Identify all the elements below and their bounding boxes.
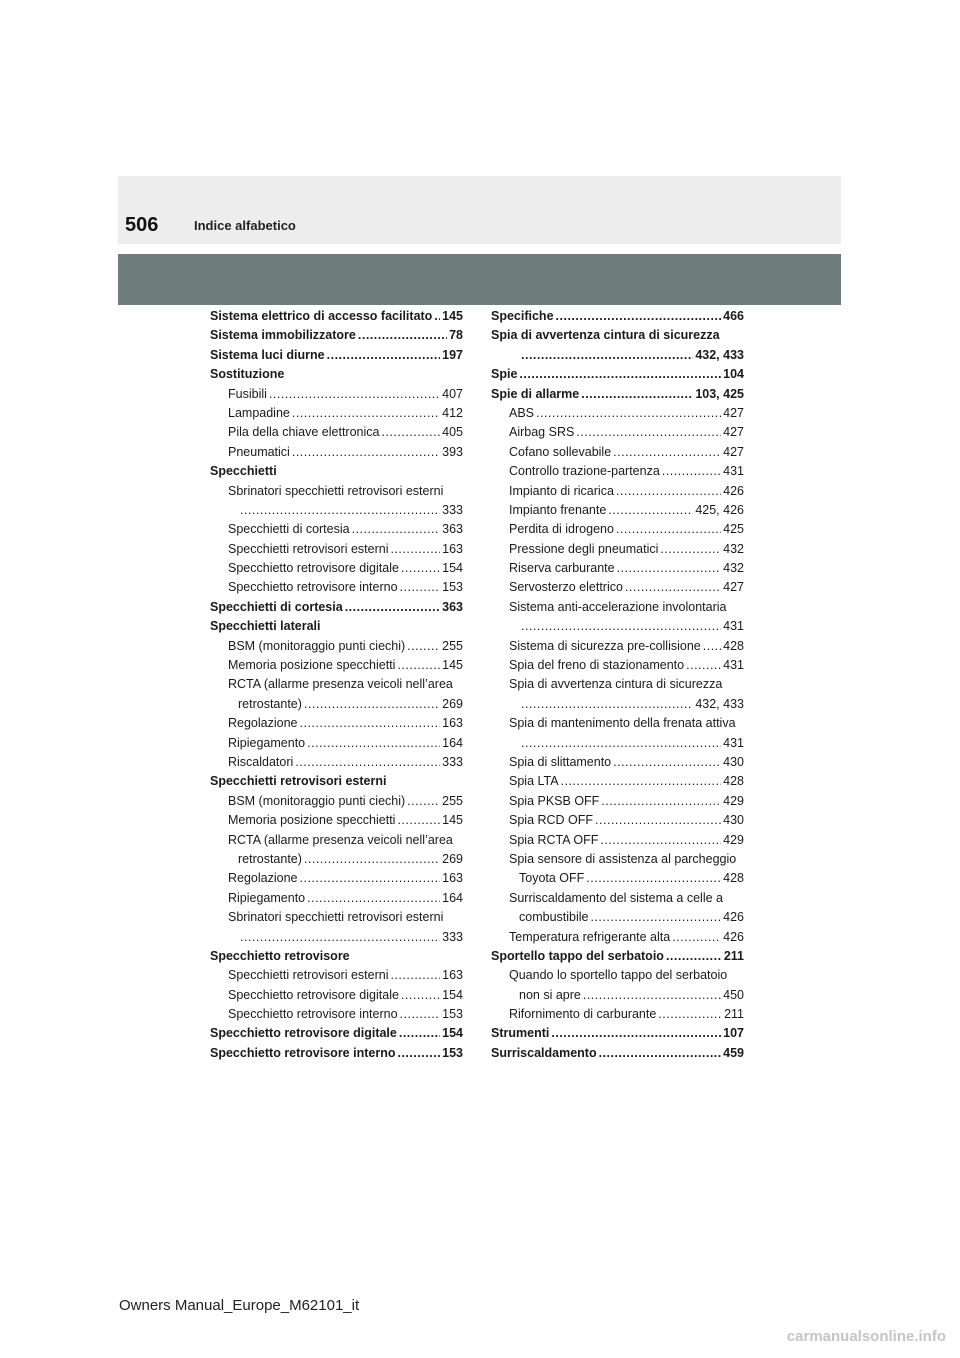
entry-page-ref: 255 — [442, 793, 463, 808]
dot-leader — [307, 734, 440, 753]
dot-leader — [519, 365, 721, 384]
index-entry — [210, 1024, 463, 1043]
entry-term: Sistema luci diurne — [210, 347, 325, 362]
dot-leader — [583, 986, 721, 1005]
entry-term: Spia del freno di stazionamento — [509, 658, 685, 673]
dot-leader — [521, 617, 721, 636]
index-entry — [491, 365, 744, 384]
dot-leader — [601, 792, 721, 811]
dot-leader — [590, 908, 721, 927]
dot-leader — [401, 559, 440, 578]
entry-term: Surriscaldamento del sistema a celle a — [509, 890, 723, 905]
index-entry — [491, 675, 744, 694]
entry-term: Toyota OFF — [519, 871, 585, 886]
entry-page-ref: 145 — [442, 813, 463, 828]
dot-leader — [304, 850, 440, 869]
entry-page-ref: 430 — [723, 754, 744, 769]
index-entry — [491, 559, 744, 578]
dot-leader — [613, 753, 721, 772]
entry-term: Specchietto retrovisore digitale — [228, 561, 399, 576]
dot-leader — [390, 540, 440, 559]
entry-term: Rifornimento di carburante — [509, 1007, 657, 1022]
index-entry — [491, 540, 744, 559]
entry-page-ref: 211 — [723, 948, 744, 963]
dot-leader — [401, 986, 440, 1005]
watermark: carmanualsonline.info — [786, 1328, 946, 1345]
index-entry — [491, 307, 744, 326]
index-entry — [491, 772, 744, 791]
entry-page-ref: 425, 426 — [695, 502, 744, 517]
entry-term: RCTA (allarme presenza veicoli nell’area — [228, 832, 453, 847]
entry-page-ref: 197 — [442, 347, 463, 362]
index-entry — [210, 462, 463, 481]
entry-term: Temperatura refrigerante alta — [509, 929, 671, 944]
entry-page-ref: 466 — [723, 309, 744, 323]
index-entry — [210, 966, 463, 985]
entry-page-ref: 450 — [723, 987, 744, 1002]
index-entry — [210, 501, 463, 520]
dot-leader — [521, 346, 693, 365]
entry-term: Sistema anti-accelerazione involontaria — [509, 599, 727, 614]
entry-term: Spia sensore di assistenza al parcheggio — [509, 851, 737, 866]
dot-leader — [400, 578, 441, 597]
entry-term: BSM (monitoraggio punti ciechi) — [228, 638, 406, 653]
entry-page-ref: 426 — [723, 929, 744, 944]
index-entry — [491, 326, 744, 345]
entry-page-ref: 405 — [442, 425, 463, 440]
index-entry — [491, 831, 744, 850]
entry-term: Impianto di ricarica — [509, 483, 614, 498]
header-band — [118, 176, 841, 244]
index-entry — [210, 928, 463, 947]
dot-leader — [399, 1024, 440, 1043]
index-entry — [210, 365, 463, 384]
entry-term: BSM (monitoraggio punti ciechi) — [228, 793, 406, 808]
entry-term: Sportello tappo del serbatoio — [491, 948, 664, 963]
index-entry — [491, 346, 744, 365]
index-entry — [210, 850, 463, 869]
index-entry — [491, 869, 744, 888]
index-entry — [491, 656, 744, 675]
entry-term: RCTA (allarme presenza veicoli nell’area — [228, 677, 453, 692]
entry-term: Sostituzione — [210, 367, 285, 382]
entry-page-ref: 163 — [442, 871, 463, 886]
dot-leader — [660, 540, 721, 559]
entry-term: Specchietto retrovisore interno — [210, 1045, 396, 1060]
index-entry — [491, 695, 744, 714]
entry-term: Specchietti — [210, 464, 277, 479]
entry-page-ref: 431 — [723, 619, 744, 634]
entry-term: retrostante) — [238, 851, 302, 866]
entry-term: Ripiegamento — [228, 890, 306, 905]
index-entry — [210, 811, 463, 830]
index-entry — [210, 695, 463, 714]
entry-term: Regolazione — [228, 871, 298, 886]
entry-term: Specchietti laterali — [210, 619, 321, 634]
entry-page-ref: 269 — [442, 696, 463, 711]
entry-term: Surriscaldamento — [491, 1045, 597, 1060]
entry-term: Spia PKSB OFF — [509, 793, 600, 808]
index-entry — [491, 734, 744, 753]
index-entry — [491, 986, 744, 1005]
entry-page-ref: 432 — [723, 561, 744, 576]
index-entry — [491, 753, 744, 772]
index-entry — [210, 598, 463, 617]
dot-leader — [292, 443, 440, 462]
entry-term: non si apre — [519, 987, 581, 1002]
index-entry — [210, 326, 463, 345]
index-entry — [491, 520, 744, 539]
dot-leader — [576, 423, 721, 442]
index-entry — [210, 540, 463, 559]
entry-page-ref: 153 — [442, 580, 463, 595]
index-entry — [491, 1005, 744, 1024]
index-entry — [210, 385, 463, 404]
entry-page-ref: 163 — [442, 968, 463, 983]
index-entry — [210, 307, 463, 326]
index-entry — [210, 772, 463, 791]
entry-page-ref: 431 — [723, 658, 744, 673]
dot-leader — [556, 307, 722, 326]
entry-term: Lampadine — [228, 405, 290, 420]
entry-term: retrostante) — [238, 696, 302, 711]
entry-term: Perdita di idrogeno — [509, 522, 614, 537]
entry-term: Memoria posizione specchietti — [228, 658, 396, 673]
entry-page-ref: 427 — [723, 405, 744, 420]
entry-page-ref: 107 — [723, 1026, 744, 1041]
entry-page-ref: 431 — [723, 735, 744, 750]
index-entry — [491, 482, 744, 501]
index-entry — [491, 792, 744, 811]
entry-page-ref: 154 — [442, 1026, 463, 1041]
dot-leader — [586, 869, 721, 888]
index-entry — [210, 656, 463, 675]
entry-page-ref: 333 — [442, 929, 463, 944]
dot-leader — [625, 578, 721, 597]
index-entry — [210, 869, 463, 888]
index-entry — [491, 637, 744, 656]
index-entry — [491, 462, 744, 481]
dot-leader — [327, 346, 441, 365]
index-entry — [491, 1044, 744, 1063]
entry-term: Spie di allarme — [491, 386, 580, 401]
dot-leader — [407, 792, 440, 811]
entry-term: Memoria posizione specchietti — [228, 813, 396, 828]
index-entry — [210, 346, 463, 365]
entry-term: Sbrinatori specchietti retrovisori esterni — [228, 483, 444, 498]
entry-page-ref: 428 — [723, 638, 744, 653]
dot-leader — [521, 695, 693, 714]
dot-leader — [295, 753, 440, 772]
entry-page-ref: 164 — [442, 890, 463, 905]
index-column-right — [491, 307, 744, 1063]
entry-term: Controllo trazione-partenza — [509, 464, 660, 479]
entry-page-ref: 432, 433 — [695, 347, 744, 362]
entry-term: Cofano sollevabile — [509, 444, 612, 459]
dot-leader — [300, 714, 441, 733]
entry-term: Sistema elettrico di accesso facilitato — [210, 309, 433, 323]
index-entry — [491, 443, 744, 462]
entry-term: combustibile — [519, 910, 589, 925]
index-entry — [491, 617, 744, 636]
index-entry — [491, 908, 744, 927]
dot-leader — [703, 637, 721, 656]
entry-term: Spia di avvertenza cintura di sicurezza — [509, 677, 723, 692]
entry-page-ref: 154 — [442, 561, 463, 576]
entry-term: Specchietti retrovisori esterni — [210, 774, 387, 789]
dot-leader — [358, 326, 447, 345]
entry-page-ref: 163 — [442, 541, 463, 556]
index-entry — [210, 443, 463, 462]
entry-term: Specchietti di cortesia — [228, 522, 350, 537]
dot-leader — [672, 928, 721, 947]
index-entry — [491, 928, 744, 947]
index-entry — [491, 850, 744, 869]
dot-leader — [400, 1005, 441, 1024]
dot-leader — [551, 1024, 721, 1043]
entry-page-ref: 393 — [442, 444, 463, 459]
dot-leader — [407, 637, 440, 656]
entry-term: Impianto frenante — [509, 502, 607, 517]
entry-term: Strumenti — [491, 1026, 550, 1041]
entry-page-ref: 154 — [442, 987, 463, 1002]
dot-leader — [397, 811, 440, 830]
index-entry — [491, 385, 744, 404]
dot-leader — [397, 656, 440, 675]
entry-term: Specchietti retrovisori esterni — [228, 968, 389, 983]
entry-page-ref: 153 — [442, 1045, 463, 1060]
dot-leader — [269, 385, 440, 404]
index-entry — [491, 947, 744, 966]
entry-term: Riscaldatori — [228, 754, 294, 769]
index-entry — [210, 559, 463, 578]
entry-page-ref: 211 — [724, 1007, 744, 1022]
entry-page-ref: 363 — [442, 522, 463, 537]
entry-page-ref: 255 — [442, 638, 463, 653]
entry-term: Specchietto retrovisore — [210, 948, 350, 963]
entry-page-ref: 104 — [723, 367, 744, 382]
entry-page-ref: 164 — [442, 735, 463, 750]
index-column-left — [210, 307, 463, 1063]
dot-leader — [581, 385, 693, 404]
entry-page-ref: 428 — [723, 871, 744, 886]
entry-term: Pila della chiave elettronica — [228, 425, 380, 440]
entry-term: Spia di mantenimento della frenata attiva — [509, 716, 736, 731]
entry-page-ref: 430 — [723, 813, 744, 828]
entry-page-ref: 363 — [442, 599, 463, 614]
entry-term: Specchietti di cortesia — [210, 599, 343, 614]
dot-leader — [390, 966, 440, 985]
entry-term: Riserva carburante — [509, 561, 615, 576]
entry-page-ref: 429 — [723, 832, 744, 847]
dot-leader — [595, 811, 721, 830]
section-band — [118, 254, 841, 305]
index-entry — [210, 675, 463, 694]
dot-leader — [616, 520, 721, 539]
entry-page-ref: 426 — [723, 910, 744, 925]
index-entry — [210, 637, 463, 656]
entry-term: Spia RCTA OFF — [509, 832, 599, 847]
entry-page-ref: 429 — [723, 793, 744, 808]
entry-page-ref: 407 — [442, 386, 463, 401]
entry-term: Specifiche — [491, 309, 554, 323]
entry-page-ref: 333 — [442, 502, 463, 517]
entry-term: Sbrinatori specchietti retrovisori esterni — [228, 910, 444, 925]
index-entry — [491, 578, 744, 597]
entry-page-ref: 427 — [723, 444, 744, 459]
index-entry — [210, 578, 463, 597]
index-entry — [210, 423, 463, 442]
index-entry — [491, 1024, 744, 1043]
entry-term: Pressione degli pneumatici — [509, 541, 659, 556]
index-entry — [210, 753, 463, 772]
index-entry — [210, 1005, 463, 1024]
entry-term: Spie — [491, 367, 518, 382]
index-entry — [491, 598, 744, 617]
entry-term: Quando lo sportello tappo del serbatoio — [509, 968, 728, 983]
index-entry — [210, 714, 463, 733]
index-entry — [210, 986, 463, 1005]
dot-leader — [613, 443, 721, 462]
dot-leader — [662, 462, 721, 481]
index-entry — [491, 966, 744, 985]
entry-term: Spia di slittamento — [509, 754, 612, 769]
index-entry — [210, 908, 463, 927]
entry-page-ref: 153 — [442, 1007, 463, 1022]
dot-leader — [561, 772, 722, 791]
entry-term: Specchietto retrovisore interno — [228, 580, 398, 595]
index-entry — [210, 947, 463, 966]
index-entry — [210, 889, 463, 908]
entry-page-ref: 432, 433 — [695, 696, 744, 711]
entry-page-ref: 333 — [442, 754, 463, 769]
entry-term: Spia di avvertenza cintura di sicurezza — [491, 328, 720, 343]
index-entry — [491, 501, 744, 520]
entry-term: Specchietti retrovisori esterni — [228, 541, 389, 556]
dot-leader — [616, 482, 721, 501]
dot-leader — [240, 501, 440, 520]
entry-page-ref: 103, 425 — [695, 386, 744, 401]
index-entry — [491, 404, 744, 423]
index-entry — [491, 714, 744, 733]
entry-term: Sistema immobilizzatore — [210, 328, 356, 343]
entry-term: Fusibili — [228, 386, 267, 401]
dot-leader — [381, 423, 440, 442]
index-entry — [210, 792, 463, 811]
index-entry — [210, 734, 463, 753]
entry-term: Ripiegamento — [228, 735, 306, 750]
dot-leader — [345, 598, 440, 617]
dot-leader — [300, 869, 441, 888]
entry-term: ABS — [509, 405, 535, 420]
dot-leader — [304, 695, 440, 714]
dot-leader — [658, 1005, 722, 1024]
entry-page-ref: 459 — [723, 1045, 744, 1060]
entry-page-ref: 425 — [723, 522, 744, 537]
entry-term: Pneumatici — [228, 444, 290, 459]
dot-leader — [666, 947, 722, 966]
entry-page-ref: 432 — [723, 541, 744, 556]
index-entry — [210, 520, 463, 539]
entry-page-ref: 427 — [723, 425, 744, 440]
entry-page-ref: 145 — [442, 309, 463, 323]
dot-leader — [600, 831, 721, 850]
page-number: 506 — [125, 214, 159, 236]
index-entry — [210, 482, 463, 501]
entry-term: Specchietto retrovisore digitale — [210, 1026, 397, 1041]
index-entry — [491, 423, 744, 442]
dot-leader — [686, 656, 721, 675]
entry-term: Spia LTA — [509, 774, 559, 789]
entry-page-ref: 269 — [442, 851, 463, 866]
index-entry — [210, 404, 463, 423]
index-entry — [491, 811, 744, 830]
dot-leader — [617, 559, 722, 578]
index-entry — [210, 617, 463, 636]
dot-leader — [599, 1044, 722, 1063]
entry-term: Airbag SRS — [509, 425, 575, 440]
dot-leader — [536, 404, 721, 423]
entry-page-ref: 412 — [442, 405, 463, 420]
entry-page-ref: 145 — [442, 658, 463, 673]
dot-leader — [608, 501, 693, 520]
dot-leader — [352, 520, 441, 539]
dot-leader — [397, 1044, 440, 1063]
entry-term: Servosterzo elettrico — [509, 580, 623, 595]
entry-page-ref: 427 — [723, 580, 744, 595]
dot-leader — [434, 307, 440, 326]
dot-leader — [307, 889, 440, 908]
footer-document-id: Owners Manual_Europe_M62101_it — [119, 1297, 360, 1314]
entry-term: Regolazione — [228, 716, 298, 731]
dot-leader — [521, 734, 721, 753]
entry-term: Sistema di sicurezza pre-collisione — [509, 638, 701, 653]
dot-leader — [292, 404, 440, 423]
entry-term: Specchietto retrovisore interno — [228, 1007, 398, 1022]
entry-page-ref: 426 — [723, 483, 744, 498]
section-title: Indice alfabetico — [194, 218, 296, 233]
entry-page-ref: 428 — [723, 774, 744, 789]
entry-page-ref: 163 — [442, 716, 463, 731]
entry-page-ref: 431 — [723, 464, 744, 479]
index-entry — [210, 831, 463, 850]
dot-leader — [240, 928, 440, 947]
index-entry — [491, 889, 744, 908]
entry-term: Specchietto retrovisore digitale — [228, 987, 399, 1002]
entry-page-ref: 78 — [449, 328, 463, 343]
index-entry — [210, 1044, 463, 1063]
entry-term: Spia RCD OFF — [509, 813, 594, 828]
